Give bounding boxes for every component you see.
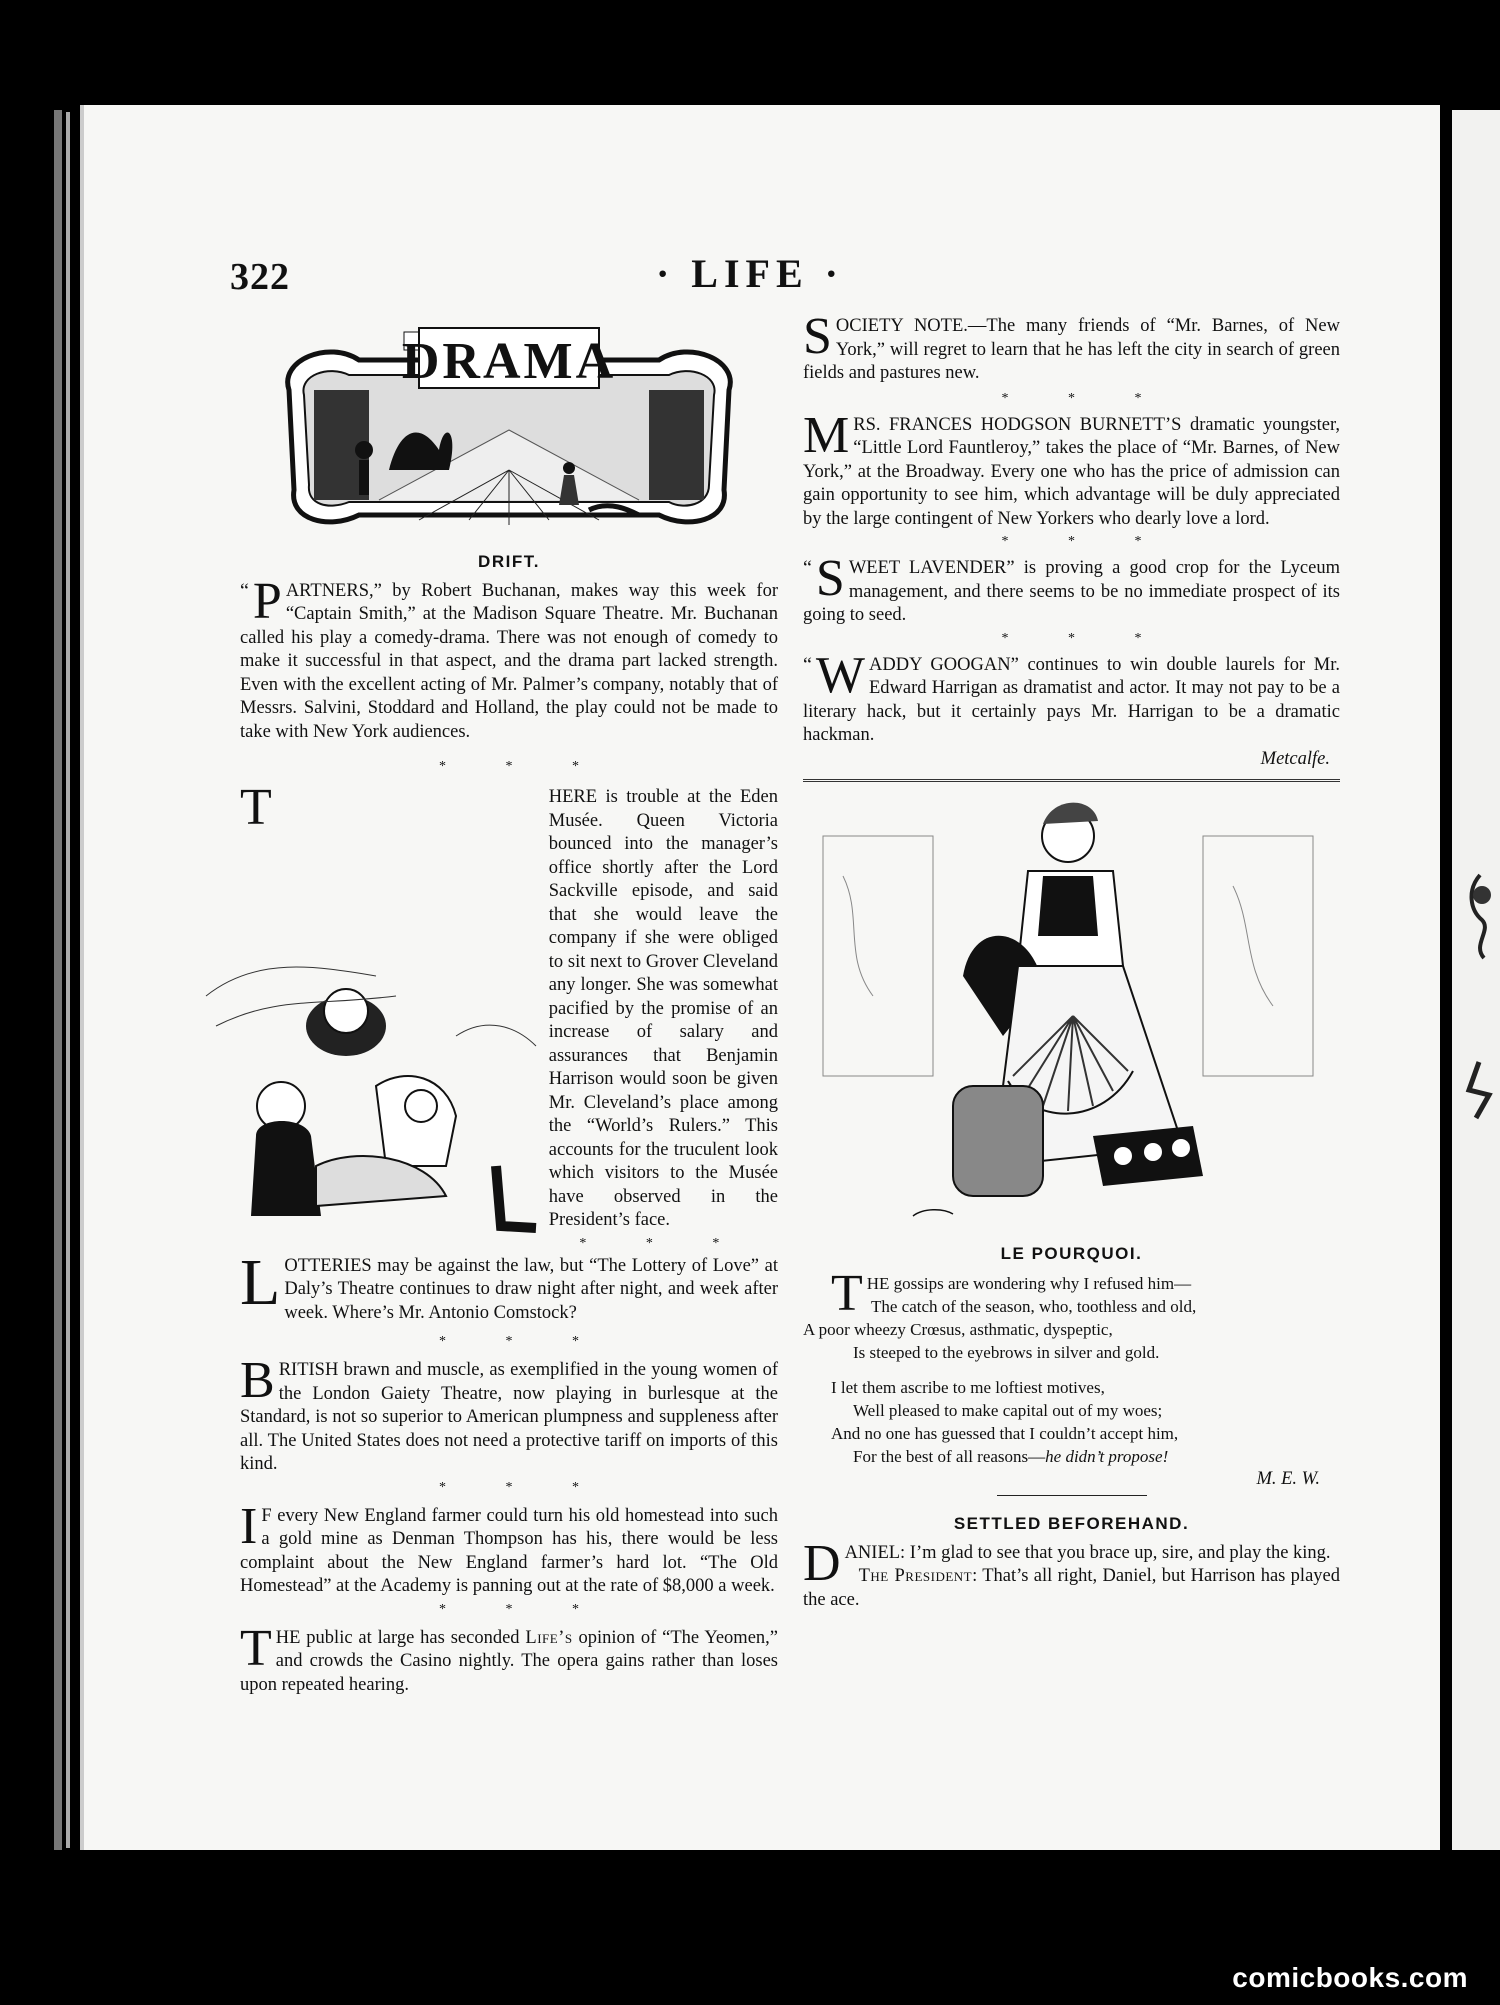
drop-cap: T	[240, 779, 272, 836]
drift-title: DRIFT.	[478, 552, 540, 571]
drop-cap: W	[815, 646, 865, 704]
poem-line-italic: he didn’t propose!	[1045, 1446, 1169, 1466]
drop-cap: T	[831, 1264, 863, 1322]
open-quote: “	[803, 653, 812, 676]
dialogue-reply: : That’s all right, Daniel, but Harrison has played the ace.	[803, 1566, 1340, 1610]
article-text: ADDY GOOGAN” continues to win double laurels for Mr. Edward Harrigan as dramatist and actor. It may not pay to be a literary hack, but it certainly pays Mr. Harrigan to be a dramatic hackman.	[803, 654, 1340, 745]
drop-cap: P	[252, 572, 282, 630]
poem-line: HE gossips are wondering why I refused him—	[866, 1273, 1192, 1293]
poem-line: And no one has guessed that I couldn’t accept him,	[831, 1423, 1179, 1443]
dialogue-daniel: ANIEL: I’m glad to see that you brace up, sire, and play the king.	[844, 1542, 1331, 1563]
wax-figures-illustration	[196, 936, 541, 1236]
section-rule	[803, 779, 1340, 782]
article-waddy-googan	[803, 646, 1340, 748]
poem-title: LE POURQUOI.	[1000, 1244, 1143, 1263]
facing-page-sketch-icon	[1464, 1060, 1494, 1120]
article-text: HERE is trouble at the Eden Musée. Queen Victoria bounced into the manager’s office shortly after the Lord Sackville episode, and said that she would leave the company if she were obliged to sit next to Grover Cleveland any longer. She was somewhat pacified by the promise of an increase of salary and assurances that Benjamin Harrison would soon be given Mr. Cleveland’s place among the “World’s Rulers.” This accounts for the truculent look which visitors to the Musée have observed in the President’s face.	[548, 787, 778, 1230]
drama-banner-word: DRAMA	[401, 333, 617, 390]
left-column	[240, 320, 778, 1697]
poem-signature: M. E. W.	[1256, 1468, 1320, 1489]
drama-banner-illustration	[269, 320, 749, 540]
drop-cap: T	[240, 1619, 272, 1677]
article-fauntleroy	[803, 406, 1340, 532]
section-divider-stars: * * *	[1001, 390, 1170, 406]
article-british-brawn	[240, 1352, 778, 1477]
poem-line-text: For the best of all reasons—	[853, 1446, 1046, 1466]
section-divider-stars: * * *	[439, 1479, 607, 1495]
section-divider-stars: * * *	[439, 1601, 607, 1617]
article-text: RS. FRANCES HODGSON BURNETT’S dramatic youngster, “Little Lord Fauntleroy,” takes the place of “Mr. Barnes, of New York,” at the Broadway. Every one who has the price of admission can gain opportunity to see him, which advantage will be duly appreciated by the large contingent of New Yorkers who dearly love a lord.	[803, 414, 1340, 529]
article-text: HE public at large has seconded	[275, 1627, 526, 1648]
poem-line: Is steeped to the eyebrows in silver and gold.	[853, 1342, 1160, 1362]
poem-line	[831, 1445, 1340, 1468]
page-edge-shadow	[54, 110, 62, 1850]
article-text: WEET LAVENDER” is proving a good crop for the Lyceum management, and there seems to be no immediate prospect of its going to seed.	[803, 558, 1340, 625]
drop-cap: I	[240, 1497, 258, 1555]
facing-page-sketch-icon	[1462, 870, 1498, 960]
lady-with-fan-illustration	[803, 796, 1343, 1236]
article-partners	[240, 572, 778, 745]
article-yeomen	[240, 1619, 778, 1698]
article-text: OCIETY NOTE.—The many friends of “Mr. Barnes, of New York,” will regret to learn that he has left the city in search of green fields and pastures new.	[803, 316, 1340, 383]
article-society-note	[803, 308, 1340, 386]
drop-cap: B	[240, 1352, 275, 1409]
drop-cap: S	[815, 550, 845, 607]
facing-page-edge	[1452, 110, 1500, 1850]
dialogue-president	[803, 1565, 1340, 1612]
open-quote: “	[240, 579, 249, 602]
book-spine	[1440, 105, 1450, 1850]
section-divider-stars: * * *	[439, 759, 607, 774]
life-reference: Life’s	[525, 1627, 573, 1648]
open-quote: “	[803, 557, 812, 579]
article-old-homestead	[240, 1497, 778, 1599]
article-text: F every New England farmer could turn his old homestead into such a gold mine as Denman Thompson has his, there would be less complaint about the New England farmer’s hard lot. “The Old Homestead” at the Academy is panning out at the rate of $8,000 a week.	[240, 1505, 778, 1596]
speaker-name: The President	[858, 1566, 973, 1586]
drop-cap: M	[803, 406, 850, 464]
drop-cap: D	[803, 1534, 841, 1592]
section-divider-stars: * * *	[1001, 534, 1170, 549]
poem-line: Well pleased to make capital out of my woes;	[853, 1400, 1163, 1420]
poem-line: I let them ascribe to me loftiest motives,	[831, 1377, 1105, 1397]
section-divider-stars: * * *	[1001, 630, 1170, 646]
article-lotteries	[240, 1245, 778, 1326]
article-text: OTTERIES may be against the law, but “The Lottery of Love” at Daly’s Theatre continues to draw night after night, and week after week. Where’s Mr. Antonio Comstock?	[284, 1255, 778, 1323]
article-sweet-lavender	[803, 550, 1340, 628]
article-text: RITISH brawn and muscle, as exemplified in the young women of the London Gaiety Theatre, now playing in burlesque at the Standard, is not so superior to American plumpness and suppleness after all. The United States does not need a protective tariff on imports of this kind.	[240, 1360, 778, 1474]
section-divider-stars: * * *	[439, 1334, 607, 1349]
section-rule	[997, 1495, 1147, 1496]
source-watermark: comicbooks.com	[1232, 1962, 1468, 1993]
page-number: 322	[230, 256, 290, 298]
poem-le-pourquoi	[803, 1264, 1340, 1468]
right-column	[803, 308, 1340, 1612]
drop-cap: L	[240, 1245, 281, 1319]
poem-line: The catch of the season, who, toothless and old,	[871, 1296, 1197, 1316]
settled-title: SETTLED BEFOREHAND.	[953, 1514, 1190, 1533]
section-divider-stars: * * *	[579, 1235, 748, 1251]
page-edge-shadow	[66, 112, 70, 1848]
article-eden-musee	[240, 779, 778, 1233]
drop-cap: S	[803, 308, 832, 365]
poem-line: A poor wheezy Crœsus, asthmatic, dyspeptic,	[803, 1319, 1113, 1339]
masthead-title: · LIFE ·	[655, 251, 845, 296]
author-signature: Metcalfe.	[1260, 748, 1330, 769]
article-text: opinion of “The Yeomen,” and crowds the Casino nightly. The opera gains rather than loses upon repeated hearing.	[240, 1627, 778, 1695]
article-text: ARTNERS,” by Robert Buchanan, makes way this week for “Captain Smith,” at the Madison Square Theatre. Mr. Buchanan called his play a comedy-drama. There was not enough of comedy to make it successful in that aspect, and the drama part lacked strength. Even with the excellent acting of Mr. Palmer’s company, notably that of Messrs. Salvini, Stoddard and Holland, the play could not be made to take with New York audiences.	[240, 580, 778, 742]
